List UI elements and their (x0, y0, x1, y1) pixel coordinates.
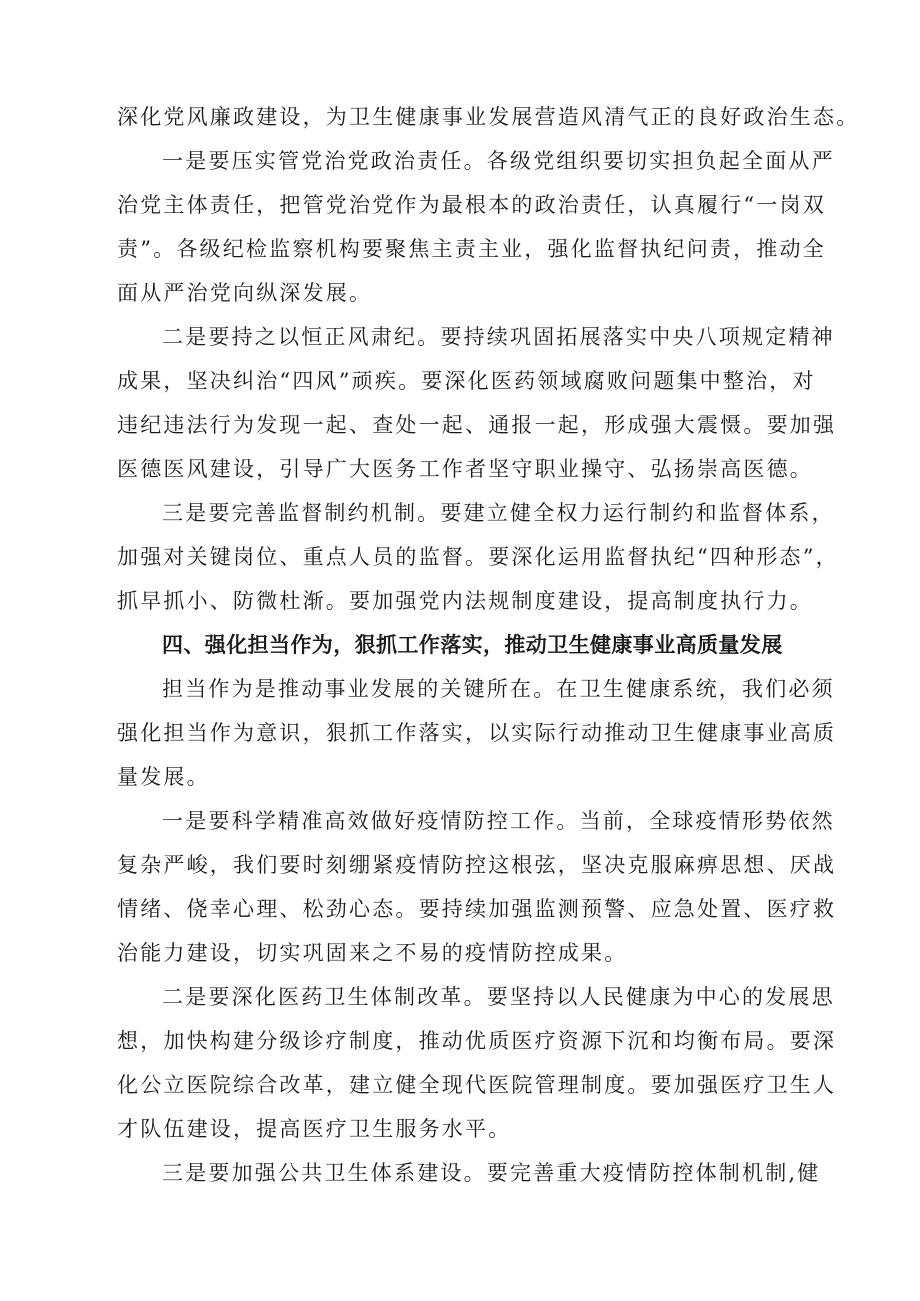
body-line: 深化党风廉政建设，为卫生健康事业发展营造风清气正的良好政治生态。 (117, 105, 860, 129)
body-line: 违纪违法行为发现一起、查处一起、通报一起，形成强大震慑。要加强 (117, 413, 837, 437)
body-line: 情绪、侥幸心理、松劲心态。要持续加强监测预警、应急处置、医疗救 (117, 897, 837, 921)
paragraph-first-line: 三是要完善监督制约机制。要建立健全权力运行制约和监督体系， (162, 501, 835, 525)
body-line: 量发展。 (117, 765, 210, 789)
paragraph-first-line: 三是要加强公共卫生体系建设。要完善重大疫情防控体制机制,健 (162, 1161, 821, 1185)
body-line: 复杂严峻，我们要时刻绷紧疫情防控这根弦，坚决克服麻痹思想、厌战 (117, 853, 837, 877)
paragraph-first-line: 二是要持之以恒正风肃纪。要持续巩固拓展落实中央八项规定精神 (162, 325, 835, 349)
section-heading: 四、强化担当作为，狠抓工作落实，推动卫生健康事业高质量发展 (162, 633, 783, 657)
body-line: 医德医风建设，引导广大医务工作者坚守职业操守、弘扬崇高医德。 (117, 457, 813, 481)
body-line: 治能力建设，切实巩固来之不易的疫情防控成果。 (117, 941, 628, 965)
paragraph-first-line: 一是要压实管党治党政治责任。各级党组织要切实担负起全面从严 (162, 149, 835, 173)
body-line: 成果，坚决纠治“四风”顽疾。要深化医药领域腐败问题集中整治，对 (117, 369, 816, 393)
body-line: 抓早抓小、防微杜渐。要加强党内法规制度建设，提高制度执行力。 (117, 589, 813, 613)
body-line: 面从严治党向纵深发展。 (117, 281, 373, 305)
body-line: 责”。各级纪检监察机构要聚焦主责主业，强化监督执纪问责，推动全 (117, 237, 826, 261)
body-line: 治党主体责任，把管党治党作为最根本的政治责任，认真履行“一岗双 (117, 193, 826, 217)
body-line: 才队伍建设，提高医疗卫生服务水平。 (117, 1117, 512, 1141)
body-line: 想，加快构建分级诊疗制度，推动优质医疗资源下沉和均衡布局。要深 (117, 1029, 837, 1053)
paragraph-first-line: 担当作为是推动事业发展的关键所在。在卫生健康系统，我们必须 (162, 677, 835, 701)
paragraph-first-line: 二是要深化医药卫生体制改革。要坚持以人民健康为中心的发展思 (162, 985, 835, 1009)
body-line: 化公立医院综合改革，建立健全现代医院管理制度。要加强医疗卫生人 (117, 1073, 837, 1097)
body-line: 加强对关键岗位、重点人员的监督。要深化运用监督执纪“四种形态”， (117, 545, 839, 569)
body-line: 强化担当作为意识，狠抓工作落实，以实际行动推动卫生健康事业高质 (117, 721, 837, 745)
paragraph-first-line: 一是要科学精准高效做好疫情防控工作。当前，全球疫情形势依然 (162, 809, 835, 833)
